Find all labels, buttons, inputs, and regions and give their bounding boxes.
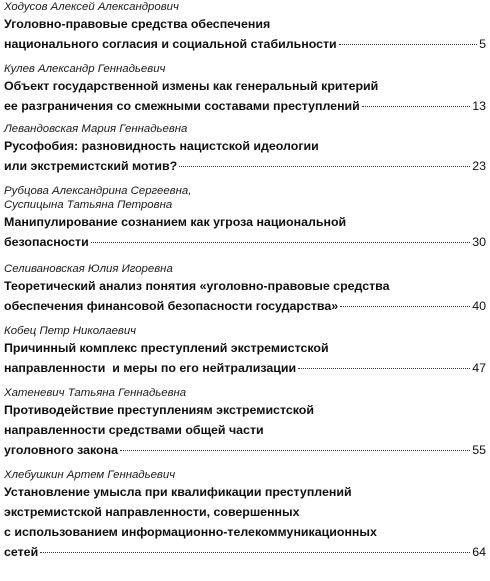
toc-entry <box>4 324 486 386</box>
toc-title-last-line <box>4 232 486 252</box>
toc-title-line: Уголовно-правовые средства обеспечения <box>4 17 271 31</box>
toc-leader-dots <box>91 242 471 243</box>
toc-title-line: направленности и меры по его нейтрализации <box>4 361 297 375</box>
toc-author-second: Суспицына Татьяна Петровна <box>4 199 173 211</box>
toc-title-line: или экстремистский мотив? <box>4 159 178 173</box>
toc-entry <box>4 122 486 184</box>
toc-page-number: 23 <box>472 159 486 173</box>
toc-title-last-line <box>4 156 486 176</box>
toc-entry <box>4 0 486 62</box>
toc-leader-dots <box>40 552 470 553</box>
toc-title-last-line <box>4 296 486 316</box>
toc-author: Кулев Александр Геннадьевич <box>4 63 166 75</box>
toc-author: Рубцова Александрина Сергеевна, <box>4 185 192 197</box>
toc-page-number: 64 <box>472 545 486 559</box>
toc-entry <box>4 184 486 262</box>
toc-author: Ходусов Алексей Александрович <box>4 1 179 13</box>
toc-leader-dots <box>298 368 470 369</box>
toc-title-line: Объект государственной измены как генеральный критерий <box>4 79 379 93</box>
toc-page-number: 47 <box>472 361 486 375</box>
toc-entry <box>4 62 486 122</box>
toc-title-line: безопасности <box>4 235 89 249</box>
toc-page-number: 5 <box>479 37 486 51</box>
toc-author: Левандовская Мария Геннадьевна <box>4 123 188 135</box>
toc-title-line: уголовного закона <box>4 443 118 457</box>
toc-title-line: ее разграничения со смежными составами преступлений <box>4 99 360 113</box>
toc-title-last-line <box>4 34 486 54</box>
toc-title-line: направленности средствами общей части <box>4 423 264 437</box>
toc-title-last-line <box>4 96 486 116</box>
table-of-contents <box>4 0 486 564</box>
toc-title-line: Противодействие преступлениям экстремистской <box>4 403 314 417</box>
toc-leader-dots <box>362 106 470 107</box>
toc-title-line: национального согласия и социальной стабильности <box>4 37 337 51</box>
toc-author: Хлебушкин Артем Геннадьевич <box>4 469 176 481</box>
toc-title-line: сетей <box>4 545 39 559</box>
toc-page-number: 13 <box>472 99 486 113</box>
toc-title-line: Теоретический анализ понятия «уголовно-правовые средства <box>4 279 390 293</box>
toc-leader-dots <box>179 166 470 167</box>
toc-title-last-line <box>4 358 486 378</box>
toc-title-line: Русофобия: разновидность нацистской идеологии <box>4 139 319 153</box>
toc-author: Кобец Петр Николаевич <box>4 325 137 337</box>
toc-title-last-line <box>4 440 486 460</box>
toc-entry <box>4 386 486 468</box>
toc-leader-dots <box>340 306 470 307</box>
toc-title-line: Манипулирование сознанием как угроза национальной <box>4 215 347 229</box>
toc-leader-dots <box>339 44 477 45</box>
toc-title-last-line <box>4 542 486 562</box>
toc-author: Хатеневич Татьяна Геннадьевна <box>4 387 187 399</box>
toc-author: Селивановская Юлия Игоревна <box>4 263 173 275</box>
toc-title-line: обеспечения финансовой безопасности государства» <box>4 299 339 313</box>
toc-leader-dots <box>120 450 470 451</box>
toc-title-line: с использованием информационно-телекоммуникационных <box>4 525 377 539</box>
toc-title-line: Установление умысла при квалификации преступлений <box>4 485 352 499</box>
toc-entry <box>4 262 486 324</box>
toc-title-line: экстремистской направленности, совершенных <box>4 505 300 519</box>
toc-title-line: Причинный комплекс преступлений экстремистской <box>4 341 329 355</box>
toc-page-number: 30 <box>472 235 486 249</box>
toc-entry <box>4 468 486 564</box>
toc-page-number: 55 <box>472 443 486 457</box>
toc-page-number: 40 <box>472 299 486 313</box>
